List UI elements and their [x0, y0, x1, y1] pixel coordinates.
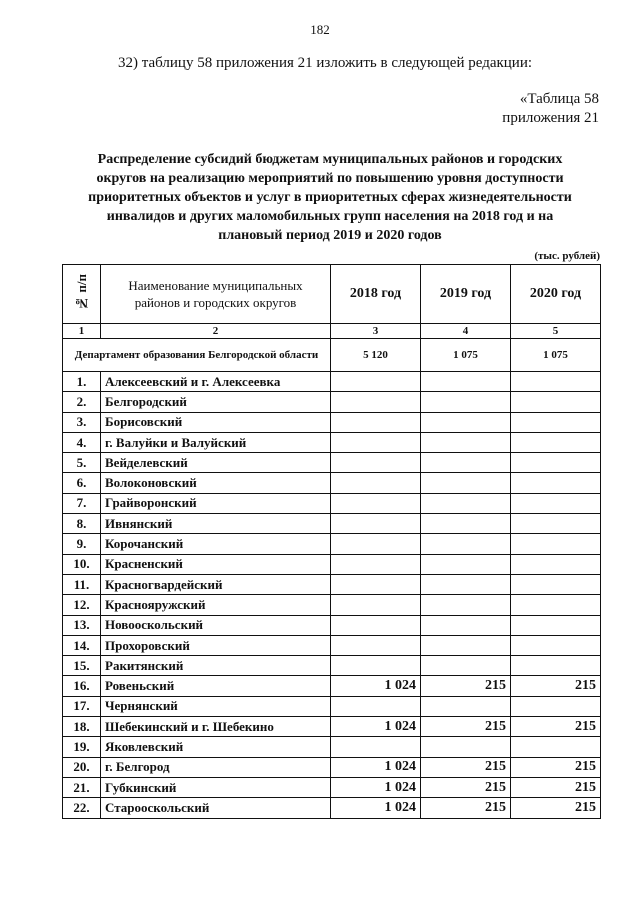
page-number: 182 — [310, 22, 330, 37]
table-row — [63, 574, 601, 594]
value-2018 — [331, 574, 421, 594]
value-2019: 215 — [421, 757, 511, 777]
value-2018 — [331, 372, 421, 392]
table-row — [63, 473, 601, 493]
row-number: 9. — [63, 534, 101, 554]
value-2020 — [511, 392, 601, 412]
value-2020 — [511, 534, 601, 554]
department-row — [63, 339, 601, 372]
value-2019 — [421, 656, 511, 676]
row-number: 2. — [63, 392, 101, 412]
value-2018 — [331, 615, 421, 635]
value-2020 — [511, 514, 601, 534]
value-2018: 1 024 — [331, 717, 421, 737]
value-2018: 1 024 — [331, 676, 421, 696]
title-line: инвалидов и других маломобильных групп населения на 2018 год и на — [106, 209, 554, 224]
row-number: 15. — [63, 656, 101, 676]
table-row — [63, 412, 601, 432]
value-2018: 1 024 — [331, 777, 421, 797]
header-2019: 2019 год — [421, 265, 511, 324]
value-2019 — [421, 737, 511, 757]
title-line: приоритетных объектов и услуг в приоритетных сферах жизнедеятельности — [88, 190, 572, 205]
value-2018 — [331, 737, 421, 757]
value-2020 — [511, 595, 601, 615]
subsidies-table — [62, 264, 601, 819]
document-title — [70, 150, 590, 245]
table-row — [63, 717, 601, 737]
value-2018 — [331, 696, 421, 716]
value-2020 — [511, 432, 601, 452]
row-number: 10. — [63, 554, 101, 574]
row-number: 21. — [63, 777, 101, 797]
district-name: Яковлевский — [101, 737, 331, 757]
district-name: Борисовский — [101, 412, 331, 432]
district-name: Грайворонский — [101, 493, 331, 513]
header-number: № п/п — [63, 265, 101, 324]
value-2020 — [511, 372, 601, 392]
district-name: Ракитянский — [101, 656, 331, 676]
table-row — [63, 453, 601, 473]
row-number: 18. — [63, 717, 101, 737]
value-2020 — [511, 412, 601, 432]
table-row — [63, 554, 601, 574]
district-name: Шебекинский и г. Шебекино — [101, 717, 331, 737]
table-row — [63, 737, 601, 757]
value-2018: 1 024 — [331, 757, 421, 777]
value-2020: 215 — [511, 717, 601, 737]
value-2020 — [511, 473, 601, 493]
row-number: 20. — [63, 757, 101, 777]
table-row — [63, 798, 601, 818]
row-number: 14. — [63, 635, 101, 655]
value-2018 — [331, 656, 421, 676]
value-2018 — [331, 473, 421, 493]
value-2020 — [511, 453, 601, 473]
table-header-row — [63, 265, 601, 324]
table-row — [63, 432, 601, 452]
units-label: (тыс. рублей) — [534, 250, 600, 262]
table-row — [63, 757, 601, 777]
value-2019 — [421, 392, 511, 412]
header-2020: 2020 год — [511, 265, 601, 324]
value-2020 — [511, 574, 601, 594]
department-2019: 1 075 — [421, 339, 511, 372]
row-number: 8. — [63, 514, 101, 534]
district-name: г. Белгород — [101, 757, 331, 777]
value-2020 — [511, 737, 601, 757]
row-number: 1. — [63, 372, 101, 392]
table-reference-line: «Таблица 58 — [519, 91, 599, 107]
district-name: Губкинский — [101, 777, 331, 797]
district-name: Старооскольский — [101, 798, 331, 818]
district-name: Белгородский — [101, 392, 331, 412]
value-2019 — [421, 514, 511, 534]
intro-text: 32) таблицу 58 приложения 21 изложить в следующей редакции: — [118, 55, 533, 71]
value-2019 — [421, 615, 511, 635]
district-name: Прохоровский — [101, 635, 331, 655]
value-2018 — [331, 493, 421, 513]
value-2019 — [421, 473, 511, 493]
column-index: 3 — [331, 324, 421, 339]
district-name: Вейделевский — [101, 453, 331, 473]
table-row — [63, 534, 601, 554]
value-2020 — [511, 656, 601, 676]
table-reference — [502, 90, 599, 128]
value-2018 — [331, 595, 421, 615]
value-2018 — [331, 554, 421, 574]
value-2019: 215 — [421, 777, 511, 797]
value-2019 — [421, 635, 511, 655]
value-2018: 1 024 — [331, 798, 421, 818]
value-2020: 215 — [511, 676, 601, 696]
row-number: 4. — [63, 432, 101, 452]
value-2020 — [511, 615, 601, 635]
table-row — [63, 656, 601, 676]
department-2018: 5 120 — [331, 339, 421, 372]
value-2019 — [421, 696, 511, 716]
value-2020 — [511, 554, 601, 574]
value-2020: 215 — [511, 798, 601, 818]
value-2019 — [421, 574, 511, 594]
row-number: 12. — [63, 595, 101, 615]
value-2018 — [331, 432, 421, 452]
value-2018 — [331, 412, 421, 432]
value-2018 — [331, 392, 421, 412]
row-number: 3. — [63, 412, 101, 432]
value-2019 — [421, 372, 511, 392]
department-name: Департамент образования Белгородской области — [63, 339, 331, 372]
row-number: 16. — [63, 676, 101, 696]
district-name: Красногвардейский — [101, 574, 331, 594]
row-number: 6. — [63, 473, 101, 493]
header-2018: 2018 год — [331, 265, 421, 324]
column-index-row — [63, 324, 601, 339]
table-reference-line: приложения 21 — [502, 110, 599, 126]
row-number: 5. — [63, 453, 101, 473]
title-line: округов на реализацию мероприятий по повышению уровня доступности — [96, 171, 564, 186]
value-2018 — [331, 453, 421, 473]
table-row — [63, 595, 601, 615]
table-row — [63, 372, 601, 392]
table-row — [63, 676, 601, 696]
column-index: 2 — [101, 324, 331, 339]
table-row — [63, 493, 601, 513]
value-2019 — [421, 534, 511, 554]
row-number: 19. — [63, 737, 101, 757]
value-2019 — [421, 432, 511, 452]
district-name: Чернянский — [101, 696, 331, 716]
table-row — [63, 514, 601, 534]
district-name: Корочанский — [101, 534, 331, 554]
value-2019 — [421, 453, 511, 473]
table-row — [63, 392, 601, 412]
district-name: г. Валуйки и Валуйский — [101, 432, 331, 452]
district-name: Ровеньский — [101, 676, 331, 696]
row-number: 17. — [63, 696, 101, 716]
value-2020 — [511, 493, 601, 513]
column-index: 5 — [511, 324, 601, 339]
department-2020: 1 075 — [511, 339, 601, 372]
row-number: 22. — [63, 798, 101, 818]
district-name: Красненский — [101, 554, 331, 574]
value-2018 — [331, 635, 421, 655]
value-2020 — [511, 696, 601, 716]
value-2019 — [421, 412, 511, 432]
district-name: Ивнянский — [101, 514, 331, 534]
value-2020 — [511, 635, 601, 655]
table-row — [63, 615, 601, 635]
value-2019: 215 — [421, 676, 511, 696]
value-2018 — [331, 534, 421, 554]
value-2019 — [421, 554, 511, 574]
value-2019: 215 — [421, 717, 511, 737]
column-index: 4 — [421, 324, 511, 339]
table-row — [63, 696, 601, 716]
district-name: Краснояружский — [101, 595, 331, 615]
value-2019: 215 — [421, 798, 511, 818]
header-name: Наименование муниципальных районов и городских округов — [101, 265, 331, 324]
row-number: 11. — [63, 574, 101, 594]
value-2020: 215 — [511, 777, 601, 797]
district-name: Волоконовский — [101, 473, 331, 493]
title-line: Распределение субсидий бюджетам муниципальных районов и городских — [97, 152, 563, 167]
row-number: 7. — [63, 493, 101, 513]
table-row — [63, 777, 601, 797]
district-name: Новооскольский — [101, 615, 331, 635]
value-2020: 215 — [511, 757, 601, 777]
value-2019 — [421, 595, 511, 615]
column-index: 1 — [63, 324, 101, 339]
row-number: 13. — [63, 615, 101, 635]
district-name: Алексеевский и г. Алексеевка — [101, 372, 331, 392]
value-2018 — [331, 514, 421, 534]
value-2019 — [421, 493, 511, 513]
table-row — [63, 635, 601, 655]
title-line: плановый период 2019 и 2020 годов — [218, 228, 442, 243]
